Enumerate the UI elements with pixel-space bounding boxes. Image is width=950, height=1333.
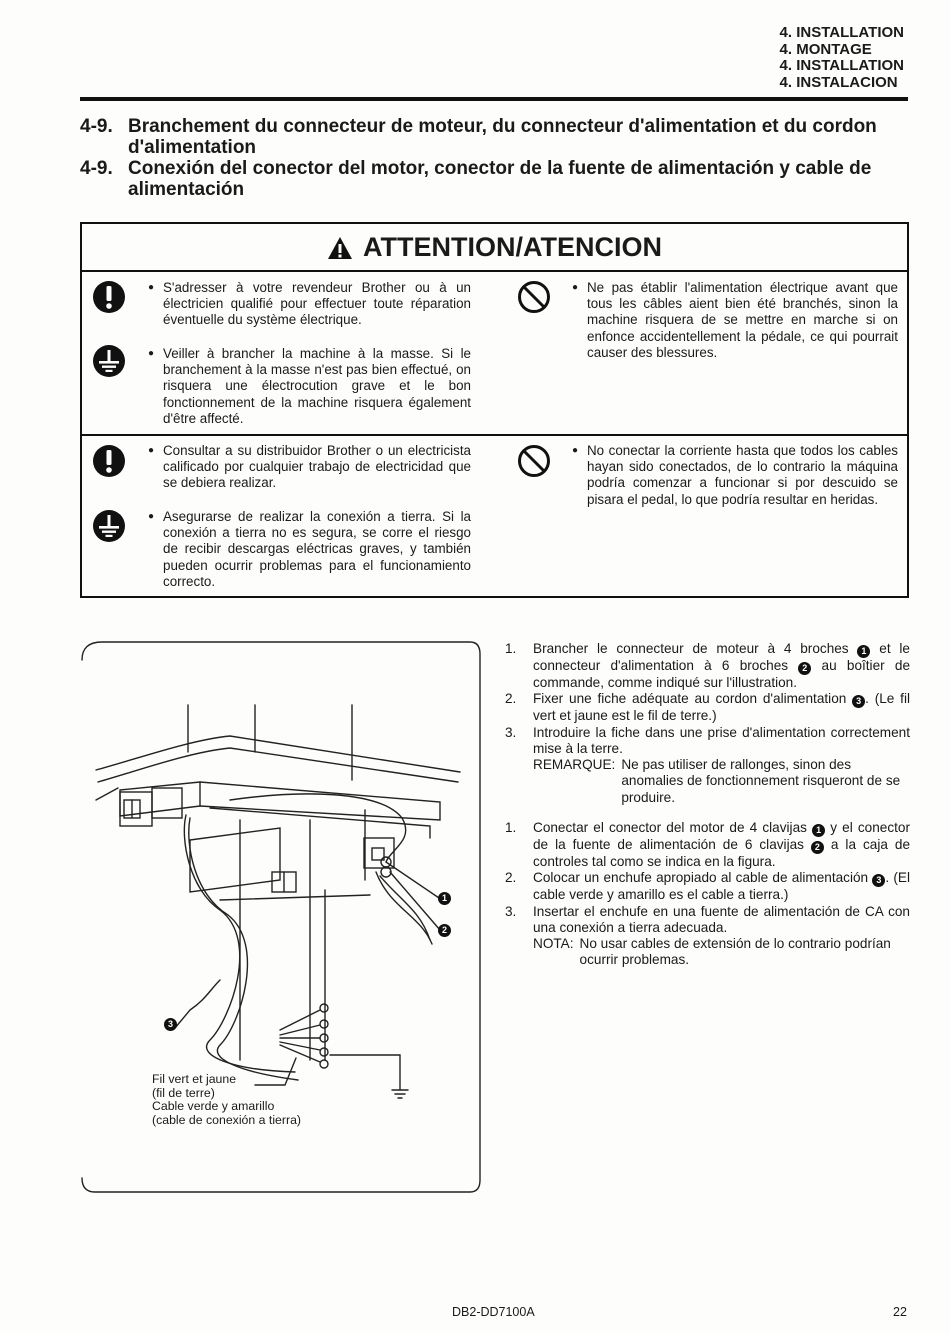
caution-text: Consultar a su distribuidor Brother o un electricista calificado por cualquier trabajo de electricidad que se debiera realizar. [163, 443, 471, 491]
instruction-step [505, 904, 910, 937]
callout-ref-1: 1 [857, 645, 870, 658]
step-number: 1. [505, 641, 517, 656]
step-text: Colocar un enchufe apropiado al cable de alimentación [533, 870, 869, 886]
step-number: 2. [505, 691, 517, 707]
note-label: REMARQUE: [533, 757, 616, 773]
chapter-header-line: 4. INSTALACION [779, 73, 898, 91]
caution-text: S'adresser à votre revendeur Brother ou à un électricien qualifié pour effectuer toute réparation éventuelle du système électrique. [163, 280, 471, 328]
caution-text: Asegurarse de realizar la conexión a tierra. Si la conexión a tierra no es segura, se corre el riesgo de recibir descargas eléctricas graves, y también pueden ocurrir problemas para el funcionamiento correcto. [163, 509, 471, 589]
step-text: . (Le fil vert et jaune est le fil de terre.) [533, 691, 910, 724]
instructions-fr [505, 641, 910, 806]
mandatory-exclamation-icon [92, 444, 126, 478]
section-title-es [80, 158, 915, 200]
bullet-dot: ● [148, 445, 155, 456]
instruction-step [505, 870, 910, 903]
step-text: au boîtier de commande, comme indiqué sur l'illustration. [533, 658, 911, 690]
caption-line: (cable de conexión a tierra) [152, 1112, 302, 1127]
callout-1: 1 [438, 892, 451, 905]
ground-icon [92, 344, 126, 378]
document-code: DB2-DD7100A [452, 1305, 535, 1319]
chapter-header-line: 4. INSTALLATION [779, 57, 904, 74]
step-text: a la caja de controles tal como se indica en la figura. [533, 837, 911, 869]
step-number: 2. [505, 870, 517, 886]
step-text: Introduire la fiche dans une prise d'alimentation correctement mise à la terre. [533, 724, 910, 756]
chapter-header-line: 4. INSTALLATION [779, 24, 904, 41]
warning-triangle-icon [327, 236, 353, 260]
step-text: et le connecteur d'alimentation à 6 broches [533, 641, 910, 673]
note-text: No usar cables de extensión de lo contrario podrían ocurrir problemas. [579, 936, 891, 968]
step-text: Conectar el conector del motor de 4 clavijas [533, 820, 807, 835]
prohibition-icon [517, 280, 551, 314]
callout-ref-1: 1 [812, 824, 825, 837]
caution-text: Ne pas établir l'alimentation électrique avant que tous les câbles aient bien été branchés, sinon la machine risquera de se mettre en marche si on enfonce accidentellement la pédale, ce qui pourrait causer des blessures. [587, 280, 898, 360]
bullet-dot: ● [148, 511, 155, 522]
instruction-step [505, 725, 910, 758]
caution-divider [82, 434, 907, 436]
section-title-fr [80, 116, 915, 158]
step-text: Insertar el enchufe en una fuente de alimentación de CA con una conexión a tierra adecuada. [533, 903, 910, 935]
bullet-dot: ● [572, 282, 579, 293]
instruction-step [505, 820, 910, 870]
note [505, 757, 910, 806]
caution-text: Veiller à brancher la machine à la masse. Si le branchement à la masse n'est pas bien effectué, on risquera une électrocution grave et le bon fonctionnement de la machine risquera également d'être affecté. [163, 346, 471, 426]
caution-box [80, 222, 909, 598]
caption-line: Fil vert et jaune [152, 1072, 237, 1086]
header-rule [80, 97, 908, 101]
section-title-text: Branchement du connecteur de moteur, du connecteur d'alimentation et du cordon d'alimentation [128, 116, 877, 158]
step-number: 3. [505, 903, 517, 919]
instruction-step [505, 641, 910, 691]
page-number: 22 [893, 1305, 907, 1319]
section-number: 4-9. [80, 116, 113, 137]
caution-text: No conectar la corriente hasta que todos los cables hayan sido conectados, de lo contrario la máquina podría comenzar a funcionar si por descuido se pisara el pedal, lo que podría resultar en heridas. [587, 443, 898, 507]
step-text: Fixer une fiche adéquate au cordon d'alimentation [533, 691, 847, 707]
caution-title: ATTENTION/ATENCION [363, 232, 662, 262]
prohibition-icon [517, 444, 551, 478]
note-label: NOTA: [533, 936, 574, 952]
ground-icon [92, 509, 126, 543]
callout-ref-2: 2 [798, 662, 811, 675]
ground-wire-caption [152, 1073, 301, 1127]
callout-3: 3 [164, 1018, 177, 1031]
callout-2: 2 [438, 924, 451, 937]
caption-line: Cable verde y amarillo [152, 1099, 275, 1113]
bullet-dot: ● [148, 282, 155, 293]
step-text: Brancher le connecteur de moteur à 4 broches [533, 641, 849, 656]
bullet-dot: ● [572, 445, 579, 456]
chapter-header [780, 25, 904, 91]
section-title-text: Conexión del conector del motor, conector de la fuente de alimentación y cable de alimentación [128, 158, 872, 200]
callout-ref-3: 3 [852, 695, 865, 708]
section-number: 4-9. [80, 158, 113, 179]
instructions-es [505, 820, 910, 969]
callout-ref-3: 3 [872, 874, 885, 887]
step-text: y el conector de la fuente de alimentación de 6 clavijas [533, 820, 910, 852]
bullet-dot: ● [148, 348, 155, 359]
connection-illustration [80, 640, 482, 1195]
caption-line: (fil de terre) [152, 1085, 215, 1100]
step-text: . (El cable verde y amarillo es el cable a tierra.) [533, 870, 911, 903]
caution-heading [82, 224, 907, 272]
mandatory-exclamation-icon [92, 280, 126, 314]
chapter-header-line: 4. MONTAGE [779, 40, 872, 58]
note [505, 936, 910, 969]
note-text: Ne pas utiliser de rallonges, sinon des anomalies de fonctionnement risqueront de se produire. [621, 757, 901, 805]
instruction-step [505, 691, 910, 724]
step-number: 1. [505, 820, 517, 835]
step-number: 3. [505, 724, 517, 740]
callout-ref-2: 2 [811, 841, 824, 854]
